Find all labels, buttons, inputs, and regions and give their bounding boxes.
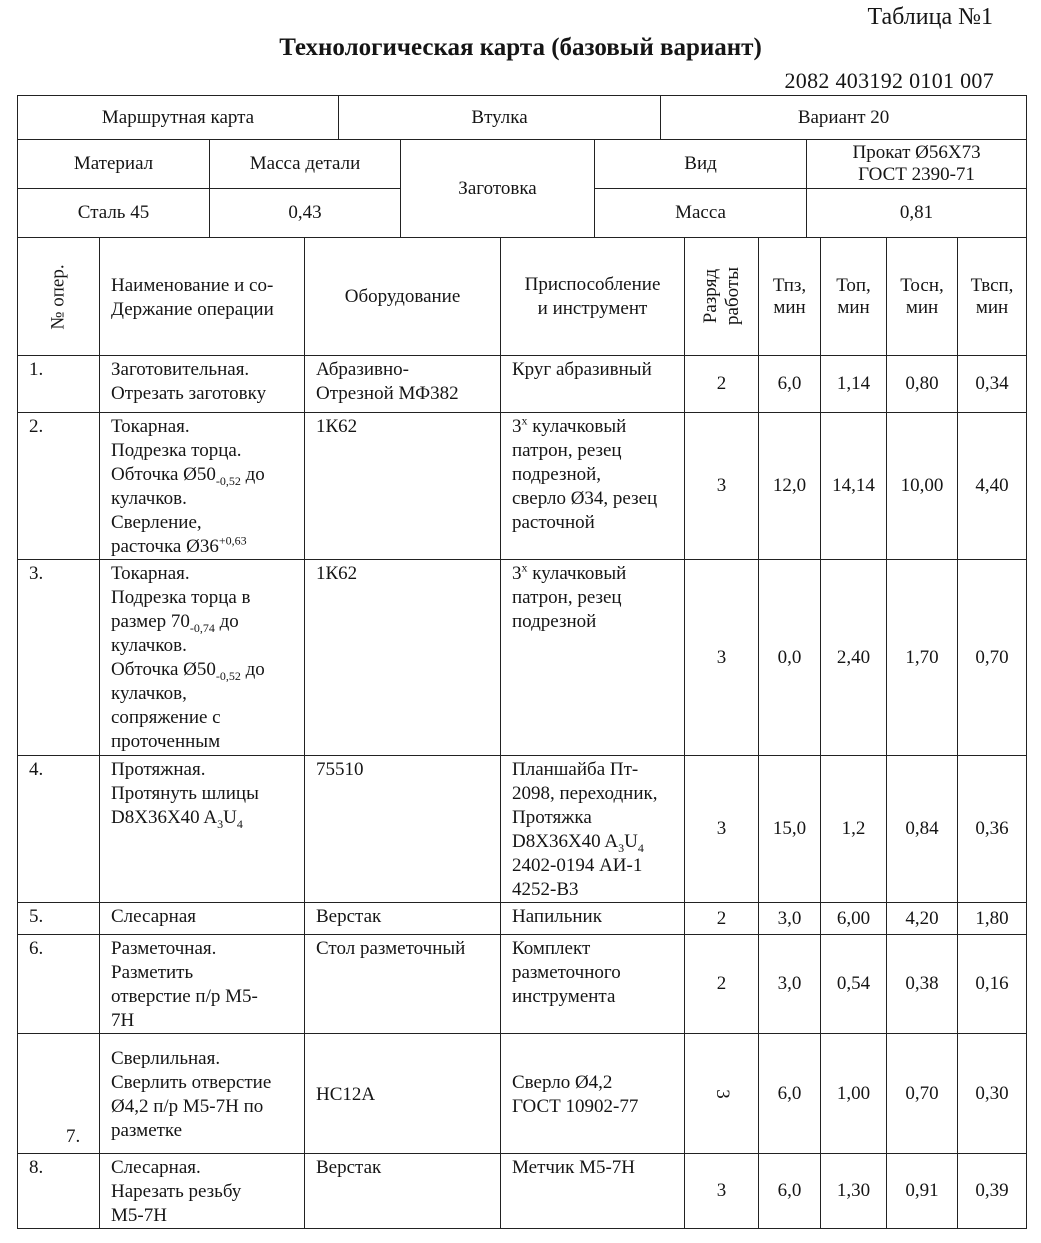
op-tools xyxy=(501,1034,685,1154)
op-name-line: D8X36X40 $A_3U_4$ xyxy=(111,807,243,831)
col-header-tosn xyxy=(887,238,958,356)
op-name-line: Сверление, xyxy=(111,512,202,533)
op-number: 5. xyxy=(18,903,100,935)
op-number: 1. xyxy=(18,356,100,413)
op-grade: 2 xyxy=(685,935,759,1034)
table-row xyxy=(18,356,1027,413)
op-name xyxy=(100,560,305,756)
col-header-tools-1: Приспособление xyxy=(524,273,661,295)
op-name-line: Ø4,2 п/р М5-7Н по xyxy=(111,1095,264,1117)
op-tpz: 6,0 xyxy=(759,356,821,413)
op-equipment xyxy=(305,413,501,560)
op-equipment xyxy=(305,560,501,756)
blank-type-value xyxy=(807,140,1027,189)
op-name-line: Сверлильная. xyxy=(111,1047,221,1069)
op-tools-line: $3^х$ кулачковый xyxy=(512,413,627,437)
op-name-line: Разметить xyxy=(111,962,194,983)
op-tools xyxy=(501,1154,685,1229)
col-header-grade-1: Разряд xyxy=(699,268,721,324)
op-tpz: 3,0 xyxy=(759,935,821,1034)
blank-type-label: Вид xyxy=(595,140,807,189)
col-header-tpz-2: мин xyxy=(773,296,806,318)
col-header-num xyxy=(18,238,100,356)
col-header-tosn-2: мин xyxy=(905,296,939,318)
document-title: Технологическая карта (базовый вариант) xyxy=(279,34,762,61)
op-tools-line: Планшайба Пт- xyxy=(512,759,639,780)
col-header-num-text: № опер. xyxy=(47,263,69,330)
col-header-tvsp-2: мин xyxy=(975,296,1009,318)
op-name-line: Слесарная. xyxy=(111,1157,201,1178)
op-tosn: 0,91 xyxy=(887,1154,958,1229)
op-name-line: Нарезать резьбу xyxy=(111,1181,242,1202)
op-tools-line: 2402-0194 АИ-1 xyxy=(512,855,643,876)
blank-type-line-2: ГОСТ 2390-71 xyxy=(858,164,975,185)
operations-body xyxy=(18,356,1027,1229)
op-name-line: Отрезать заготовку xyxy=(111,383,267,404)
op-equipment xyxy=(305,903,501,935)
col-header-top-2: мин xyxy=(837,296,870,318)
op-tosn: 4,20 xyxy=(887,903,958,935)
table-row xyxy=(18,1154,1027,1229)
op-name-line: Протяжная. xyxy=(111,759,206,780)
op-number: 8. xyxy=(18,1154,100,1229)
op-tools xyxy=(501,903,685,935)
op-tvsp: 0,16 xyxy=(958,935,1027,1034)
op-tools-line: сверло Ø34, резец xyxy=(512,488,658,509)
op-tools-line: патрон, резец xyxy=(512,440,622,461)
col-header-tpz xyxy=(759,238,821,356)
blank-type-line-1: Прокат Ø56Х73 xyxy=(852,142,981,163)
part-mass-label: Масса детали xyxy=(210,140,401,189)
table-row xyxy=(18,560,1027,756)
op-name-line: кулачков. xyxy=(111,488,187,509)
op-name xyxy=(100,1034,305,1154)
op-tools-line: 2098, переходник, xyxy=(512,783,658,804)
op-name-line: Заготовительная. xyxy=(111,359,250,380)
material-value: Сталь 45 xyxy=(18,189,210,238)
op-equipment xyxy=(305,756,501,903)
part-mass-value: 0,43 xyxy=(210,189,401,238)
op-grade xyxy=(685,1034,759,1154)
col-header-tpz-1: Тпз, xyxy=(772,274,807,296)
op-tools-line: подрезной xyxy=(512,611,597,632)
op-grade: 3 xyxy=(685,1154,759,1229)
op-tosn: 0,70 xyxy=(887,1034,958,1154)
col-header-tvsp xyxy=(958,238,1027,356)
header-table xyxy=(17,95,1027,238)
op-tools xyxy=(501,756,685,903)
col-header-grade xyxy=(685,238,759,356)
op-name-line: Обточка $Ø50_{-0,52}$ до xyxy=(111,659,265,683)
op-tvsp: 0,30 xyxy=(958,1034,1027,1154)
col-header-top-1: Топ, xyxy=(836,274,871,296)
op-name-line: размер $70_{-0,74}$ до xyxy=(111,611,239,635)
op-name-line: Подрезка торца. xyxy=(111,440,242,461)
op-name-line: Подрезка торца в xyxy=(111,587,251,608)
op-name xyxy=(100,903,305,935)
op-grade: 3 xyxy=(685,413,759,560)
op-top: 2,40 xyxy=(821,560,887,756)
op-top: 1,30 xyxy=(821,1154,887,1229)
op-tosn: 0,84 xyxy=(887,756,958,903)
op-tools xyxy=(501,935,685,1034)
document-code: 2082 403192 0101 007 xyxy=(784,68,994,93)
table-row xyxy=(18,413,1027,560)
op-tools-line: D8X36X40 $A_3U_4$ xyxy=(512,831,644,855)
op-equipment-line: Стол разметочный xyxy=(316,938,466,959)
op-tools xyxy=(501,413,685,560)
op-equipment xyxy=(305,1034,501,1154)
op-name xyxy=(100,935,305,1034)
op-name-line: Разметочная. xyxy=(111,938,217,959)
table-row xyxy=(18,756,1027,903)
op-tpz: 0,0 xyxy=(759,560,821,756)
op-equipment-line: Отрезной МФ382 xyxy=(316,383,459,404)
op-top: 14,14 xyxy=(821,413,887,560)
route-card-cell: Маршрутная карта xyxy=(18,96,339,140)
op-tools-line: Напильник xyxy=(512,906,602,927)
op-tools-line: Комплект xyxy=(512,938,591,959)
op-tools-line: разметочного xyxy=(512,962,621,983)
op-number: 4. xyxy=(18,756,100,903)
op-number: 7. xyxy=(18,1034,100,1154)
op-name-line: расточка $Ø36^{+0,63}$ xyxy=(111,533,247,557)
op-name xyxy=(100,413,305,560)
table-row xyxy=(18,903,1027,935)
op-name-line: Сверлить отверстие xyxy=(111,1071,272,1093)
op-grade: 3 xyxy=(685,560,759,756)
op-name-line: Токарная. xyxy=(111,416,190,437)
op-tvsp: 4,40 xyxy=(958,413,1027,560)
material-label: Материал xyxy=(18,140,210,189)
op-tvsp: 0,36 xyxy=(958,756,1027,903)
table-number: Таблица №1 xyxy=(867,4,993,30)
op-tools-line: $3^х$ кулачковый xyxy=(512,560,627,584)
op-grade: 3 xyxy=(685,756,759,903)
op-number: 6. xyxy=(18,935,100,1034)
col-header-name: Наименование и со-Держание операции xyxy=(100,238,305,356)
op-equipment xyxy=(305,1154,501,1229)
col-header-tosn-1: Тосн, xyxy=(900,274,944,296)
op-top: 0,54 xyxy=(821,935,887,1034)
op-tpz: 12,0 xyxy=(759,413,821,560)
op-top: 1,00 xyxy=(821,1034,887,1154)
op-equipment-line: НС12А xyxy=(316,1083,376,1105)
op-tosn: 0,80 xyxy=(887,356,958,413)
op-tpz: 6,0 xyxy=(759,1154,821,1229)
op-tools-line: Круг абразивный xyxy=(512,359,652,380)
op-name-line: 7Н xyxy=(111,1010,135,1031)
op-name-line: кулачков. xyxy=(111,635,187,656)
op-grade-rotated: 3 xyxy=(711,1088,733,1099)
op-number: 2. xyxy=(18,413,100,560)
op-equipment xyxy=(305,356,501,413)
op-name xyxy=(100,756,305,903)
op-equipment-line: Верстак xyxy=(316,906,382,927)
op-tvsp: 0,39 xyxy=(958,1154,1027,1229)
op-name-line: Токарная. xyxy=(111,563,190,584)
col-header-equipment: Оборудование xyxy=(305,238,501,356)
op-tvsp: 0,70 xyxy=(958,560,1027,756)
op-tosn: 1,70 xyxy=(887,560,958,756)
col-header-grade-2: работы xyxy=(721,267,743,325)
op-tpz: 3,0 xyxy=(759,903,821,935)
op-tools-line: подрезной, xyxy=(512,464,602,485)
op-equipment-line: 1К62 xyxy=(316,563,358,584)
blank-label: Заготовка xyxy=(401,140,595,238)
op-name-line: кулачков, xyxy=(111,683,187,704)
col-header-top xyxy=(821,238,887,356)
op-number: 3. xyxy=(18,560,100,756)
op-equipment xyxy=(305,935,501,1034)
op-tosn: 0,38 xyxy=(887,935,958,1034)
blank-mass-value: 0,81 xyxy=(807,189,1027,238)
op-tools-line: 4252-В3 xyxy=(512,879,579,900)
op-tosn: 10,00 xyxy=(887,413,958,560)
op-tools-line: патрон, резец xyxy=(512,587,622,608)
op-name-line: проточенным xyxy=(111,731,221,752)
op-top: 1,2 xyxy=(821,756,887,903)
table-row xyxy=(18,935,1027,1034)
op-tpz: 15,0 xyxy=(759,756,821,903)
variant-cell: Вариант 20 xyxy=(661,96,1027,140)
col-header-tools xyxy=(501,238,685,356)
op-equipment-line: Верстак xyxy=(316,1157,382,1178)
table-row xyxy=(18,1034,1027,1154)
op-name xyxy=(100,356,305,413)
blank-mass-label: Масса xyxy=(595,189,807,238)
op-top: 1,14 xyxy=(821,356,887,413)
part-name-cell: Втулка xyxy=(339,96,661,140)
op-name-line: отверстие п/р М5- xyxy=(111,986,258,1007)
op-tools-line: расточной xyxy=(512,512,595,533)
op-equipment-line: 1К62 xyxy=(316,416,358,437)
col-header-grade-text xyxy=(699,267,743,325)
op-grade: 2 xyxy=(685,903,759,935)
op-tools xyxy=(501,356,685,413)
op-tvsp: 1,80 xyxy=(958,903,1027,935)
op-name-line: Обточка $Ø50_{-0,52}$ до xyxy=(111,464,265,488)
op-name-line: разметке xyxy=(111,1119,183,1141)
op-name-line: Слесарная xyxy=(111,906,196,927)
op-name-line: М5-7Н xyxy=(111,1205,167,1226)
op-tvsp: 0,34 xyxy=(958,356,1027,413)
op-tools-line: ГОСТ 10902-77 xyxy=(512,1095,639,1117)
op-tools-line: Протяжка xyxy=(512,807,592,828)
op-name-line: Протянуть шлицы xyxy=(111,783,259,804)
op-tools-line: Метчик М5-7Н xyxy=(512,1157,636,1178)
col-header-tools-2: и инструмент xyxy=(537,297,648,319)
op-tools-line: инструмента xyxy=(512,986,616,1007)
op-name xyxy=(100,1154,305,1229)
op-tools-line: Сверло Ø4,2 xyxy=(512,1071,613,1093)
col-header-tvsp-1: Твсп, xyxy=(970,274,1014,296)
op-tools xyxy=(501,560,685,756)
op-equipment-line: 75510 xyxy=(316,759,364,780)
op-equipment-line: Абразивно- xyxy=(316,359,409,380)
operations-table xyxy=(17,237,1027,1229)
op-tpz: 6,0 xyxy=(759,1034,821,1154)
op-top: 6,00 xyxy=(821,903,887,935)
op-grade: 2 xyxy=(685,356,759,413)
op-name-line: сопряжение с xyxy=(111,707,221,728)
